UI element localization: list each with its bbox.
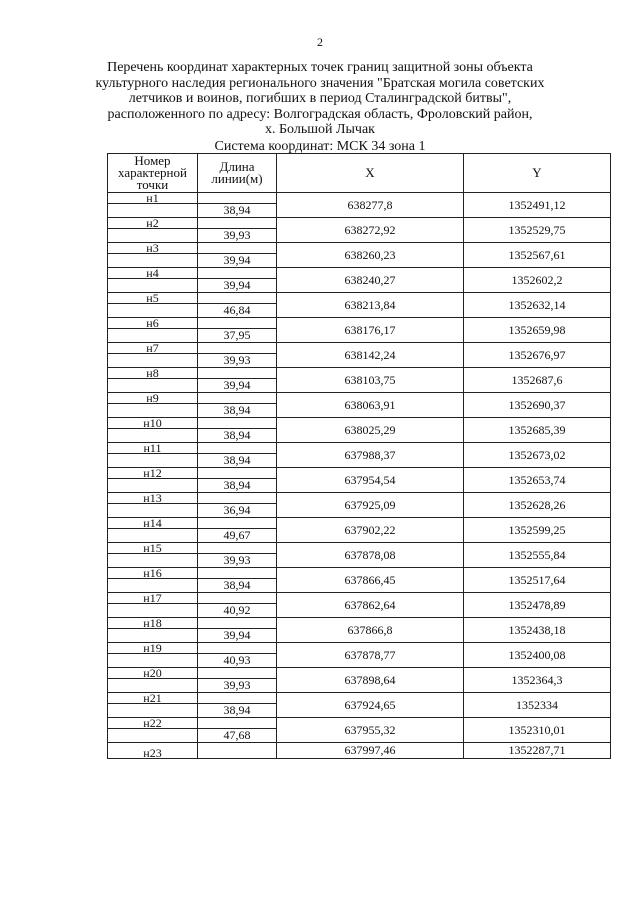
y-coordinate-cell: 1352685,39 — [464, 418, 611, 443]
point-name-cell: н21 — [108, 693, 198, 704]
title-line: культурного наследия регионального значения "Братская могила советских — [95, 75, 545, 91]
empty-cell — [198, 418, 277, 429]
point-name-cell: н13 — [108, 493, 198, 504]
table-row — [108, 618, 611, 629]
point-name-cell: н14 — [108, 518, 198, 529]
table-row — [108, 668, 611, 679]
x-coordinate-cell: 637878,08 — [277, 543, 464, 568]
x-coordinate-cell: 637924,65 — [277, 693, 464, 718]
y-coordinate-cell: 1352653,74 — [464, 468, 611, 493]
point-name-cell: н1 — [108, 193, 198, 204]
point-name-cell: н2 — [108, 218, 198, 229]
line-length-cell: 38,94 — [198, 404, 277, 418]
line-length-cell: 39,93 — [198, 679, 277, 693]
line-length-cell: 46,84 — [198, 304, 277, 318]
empty-cell — [198, 693, 277, 704]
line-length-cell: 47,68 — [198, 729, 277, 743]
empty-cell — [198, 618, 277, 629]
point-name-cell: н9 — [108, 393, 198, 404]
coordinates-table-body — [108, 193, 611, 759]
title-line: Перечень координат характерных точек границ защитной зоны объекта — [107, 60, 533, 75]
table-row — [108, 593, 611, 604]
x-coordinate-cell: 638272,92 — [277, 218, 464, 243]
x-coordinate-cell: 637988,37 — [277, 443, 464, 468]
x-coordinate-cell: 637866,8 — [277, 618, 464, 643]
document-title — [95, 60, 545, 138]
table-row — [108, 218, 611, 229]
y-coordinate-cell: 1352334 — [464, 693, 611, 718]
empty-cell — [198, 343, 277, 354]
x-coordinate-cell: 637954,54 — [277, 468, 464, 493]
empty-cell — [198, 643, 277, 654]
header-y: Y — [464, 154, 611, 193]
y-coordinate-cell: 1352628,26 — [464, 493, 611, 518]
empty-cell — [198, 193, 277, 204]
empty-cell — [198, 268, 277, 279]
y-coordinate-cell: 1352287,71 — [464, 743, 611, 759]
point-name-cell: н6 — [108, 318, 198, 329]
table-row — [108, 493, 611, 504]
table-row — [108, 468, 611, 479]
line-length-cell: 39,94 — [198, 254, 277, 268]
y-coordinate-cell: 1352400,08 — [464, 643, 611, 668]
x-coordinate-cell: 638176,17 — [277, 318, 464, 343]
title-line: летчиков и воинов, погибших в период Сталинградской битвы", — [128, 91, 512, 106]
table-row — [108, 693, 611, 704]
table-row — [108, 293, 611, 304]
empty-cell — [198, 743, 277, 759]
x-coordinate-cell: 637925,09 — [277, 493, 464, 518]
empty-cell — [198, 293, 277, 304]
table-row — [108, 568, 611, 579]
point-name-cell: н17 — [108, 593, 198, 604]
line-length-cell: 39,93 — [198, 229, 277, 243]
empty-cell — [108, 729, 198, 743]
y-coordinate-cell: 1352438,18 — [464, 618, 611, 643]
table-row — [108, 518, 611, 529]
y-coordinate-cell: 1352659,98 — [464, 318, 611, 343]
table-row — [108, 743, 611, 759]
point-name-cell: н7 — [108, 343, 198, 354]
table-row — [108, 393, 611, 404]
line-length-cell: 38,94 — [198, 704, 277, 718]
line-length-cell: 39,94 — [198, 279, 277, 293]
point-name-cell: н3 — [108, 243, 198, 254]
x-coordinate-cell: 638103,75 — [277, 368, 464, 393]
coordinate-system-label: Система координат: МСК 34 зона 1 — [214, 139, 426, 154]
x-coordinate-cell: 638063,91 — [277, 393, 464, 418]
line-length-cell: 39,93 — [198, 354, 277, 368]
line-length-cell: 39,93 — [198, 554, 277, 568]
empty-cell — [198, 318, 277, 329]
header-point-number: Номер характерной точки — [108, 154, 198, 193]
point-name-cell: н8 — [108, 368, 198, 379]
table-row — [108, 718, 611, 729]
empty-cell — [198, 368, 277, 379]
y-coordinate-cell: 1352491,12 — [464, 193, 611, 218]
table-row — [108, 643, 611, 654]
x-coordinate-cell: 637902,22 — [277, 518, 464, 543]
y-coordinate-cell: 1352364,3 — [464, 668, 611, 693]
point-name-cell: н15 — [108, 543, 198, 554]
empty-cell — [198, 218, 277, 229]
line-length-cell: 36,94 — [198, 504, 277, 518]
table-row — [108, 243, 611, 254]
x-coordinate-cell: 638142,24 — [277, 343, 464, 368]
empty-cell — [198, 518, 277, 529]
table-row — [108, 543, 611, 554]
y-coordinate-cell: 1352599,25 — [464, 518, 611, 543]
x-coordinate-cell: 637878,77 — [277, 643, 464, 668]
y-coordinate-cell: 1352529,75 — [464, 218, 611, 243]
line-length-cell: 40,92 — [198, 604, 277, 618]
point-name-cell: н5 — [108, 293, 198, 304]
y-coordinate-cell: 1352310,01 — [464, 718, 611, 743]
point-name-cell: н12 — [108, 468, 198, 479]
y-coordinate-cell: 1352690,37 — [464, 393, 611, 418]
line-length-cell: 38,94 — [198, 479, 277, 493]
x-coordinate-cell: 638277,8 — [277, 193, 464, 218]
y-coordinate-cell: 1352632,14 — [464, 293, 611, 318]
x-coordinate-cell: 638240,27 — [277, 268, 464, 293]
empty-cell — [198, 668, 277, 679]
point-name-cell: н11 — [108, 443, 198, 454]
y-coordinate-cell: 1352567,61 — [464, 243, 611, 268]
y-coordinate-cell: 1352673,02 — [464, 443, 611, 468]
empty-cell — [198, 443, 277, 454]
header-line-length: Длина линии(м) — [198, 154, 277, 193]
y-coordinate-cell: 1352478,89 — [464, 593, 611, 618]
empty-cell — [198, 568, 277, 579]
line-length-cell: 38,94 — [198, 429, 277, 443]
title-line: х. Большой Лычак — [265, 122, 375, 137]
table-row — [108, 368, 611, 379]
line-length-cell: 39,94 — [198, 629, 277, 643]
line-length-cell: 38,94 — [198, 579, 277, 593]
empty-cell — [198, 493, 277, 504]
line-length-cell: 49,67 — [198, 529, 277, 543]
y-coordinate-cell: 1352517,64 — [464, 568, 611, 593]
table-row — [108, 318, 611, 329]
line-length-cell: 40,93 — [198, 654, 277, 668]
x-coordinate-cell: 637955,32 — [277, 718, 464, 743]
y-coordinate-cell: 1352555,84 — [464, 543, 611, 568]
coordinates-table — [107, 153, 611, 759]
x-coordinate-cell: 638260,23 — [277, 243, 464, 268]
empty-cell — [198, 718, 277, 729]
table-row — [108, 193, 611, 204]
y-coordinate-cell: 1352602,2 — [464, 268, 611, 293]
empty-cell — [198, 468, 277, 479]
table-row — [108, 343, 611, 354]
x-coordinate-cell: 637862,64 — [277, 593, 464, 618]
table-row — [108, 418, 611, 429]
empty-cell — [198, 243, 277, 254]
empty-cell — [198, 543, 277, 554]
line-length-cell: 38,94 — [198, 204, 277, 218]
point-name-cell: н20 — [108, 668, 198, 679]
line-length-cell: 37,95 — [198, 329, 277, 343]
empty-cell — [198, 393, 277, 404]
line-length-cell: 38,94 — [198, 454, 277, 468]
title-line: расположенного по адресу: Волгоградская область, Фроловский район, — [107, 106, 533, 122]
page-number: 2 — [317, 35, 323, 49]
y-coordinate-cell: 1352687,6 — [464, 368, 611, 393]
point-name-cell: н18 — [108, 618, 198, 629]
x-coordinate-cell: 638025,29 — [277, 418, 464, 443]
y-coordinate-cell: 1352676,97 — [464, 343, 611, 368]
x-coordinate-cell: 637997,46 — [277, 743, 464, 759]
table-row — [108, 268, 611, 279]
empty-cell — [198, 593, 277, 604]
x-coordinate-cell: 637898,64 — [277, 668, 464, 693]
point-name-cell: н19 — [108, 643, 198, 654]
point-name-cell: н16 — [108, 568, 198, 579]
point-name-cell: н23 — [108, 743, 198, 759]
table-row — [108, 443, 611, 454]
header-x: X — [277, 154, 464, 193]
point-name-cell: н4 — [108, 268, 198, 279]
x-coordinate-cell: 638213,84 — [277, 293, 464, 318]
x-coordinate-cell: 637866,45 — [277, 568, 464, 593]
line-length-cell: 39,94 — [198, 379, 277, 393]
point-name-cell: н22 — [108, 718, 198, 729]
point-name-cell: н10 — [108, 418, 198, 429]
